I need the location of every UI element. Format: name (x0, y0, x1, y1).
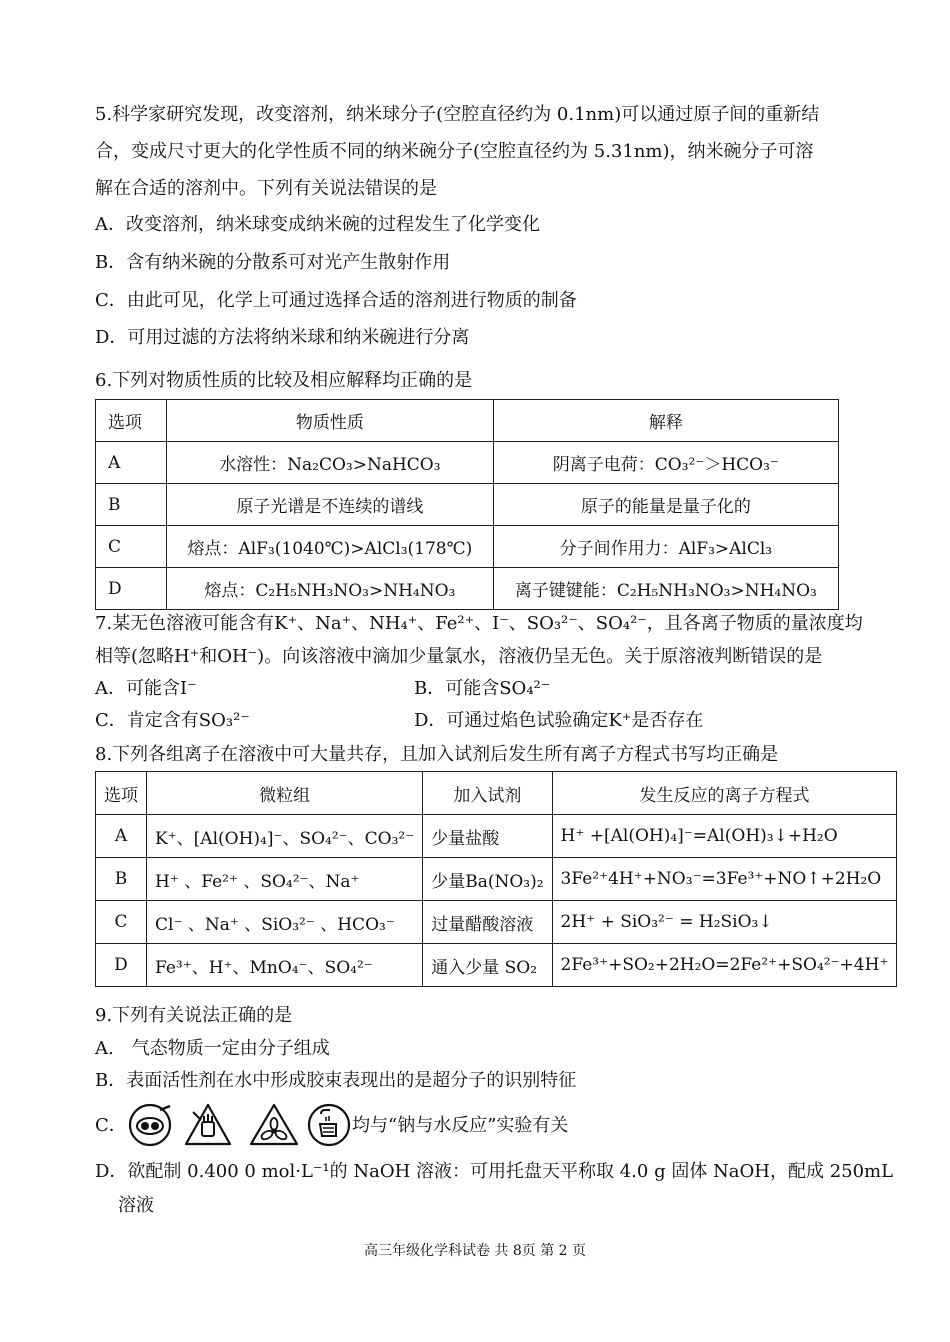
table-header-row (96, 400, 839, 442)
option-cell: B (96, 484, 167, 526)
header-cell: 选项 (96, 772, 147, 815)
q8-table (95, 771, 897, 987)
q5-stem-line-3: 解在合适的溶剂中。下列有关说法错误的是 (95, 178, 437, 199)
q9-option-c-label: C． (95, 1115, 127, 1136)
page-footer: 高三年级化学科试卷 共 8页 第 2 页 (363, 1243, 587, 1259)
q5-option-b: B．含有纳米碗的分散系可对光产生散射作用 (95, 252, 451, 273)
table-row (96, 568, 839, 610)
option-cell: D (96, 568, 167, 610)
option-cell: C (96, 901, 147, 944)
explanation-cell: 分子间作用力：AlF₃>AlCl₃ (493, 526, 838, 568)
table-row (96, 442, 839, 484)
header-cell: 微粒组 (147, 772, 423, 815)
option-cell: A (96, 815, 147, 858)
q6-stem: 6.下列对物质性质的比较及相应解释均正确的是 (95, 370, 473, 391)
particles-cell: Fe³⁺、H⁺、MnO₄⁻、SO₄²⁻ (147, 944, 423, 987)
property-cell: 原子光谱是不连续的谱线 (167, 484, 494, 526)
q5-option-d: D．可用过滤的方法将纳米球和纳米碗进行分离 (95, 327, 470, 348)
q9-option-d-line-1: D．欲配制 0.400 0 mol·L⁻¹的 NaOH 溶液：可用托盘天平称取 4.0 g 固体 NaOH，配成 250mL (95, 1161, 894, 1182)
equation-cell: 3Fe²⁺4H⁺+NO₃⁻=3Fe³⁺+NO↑+2H₂O (552, 858, 897, 901)
q7-option-d: D．可通过焰色试验确定K⁺是否存在 (414, 710, 704, 731)
equation-cell: 2H⁺ + SiO₃²⁻ = H₂SiO₃↓ (552, 901, 897, 944)
table-header-row (96, 772, 897, 815)
q9-option-c-text: 均与“钠与水反应”实验有关 (352, 1115, 569, 1136)
q7-stem-line-1: 7.某无色溶液可能含有K⁺、Na⁺、NH₄⁺、Fe²⁺、I⁻、SO₃²⁻、SO₄²⁻，且各离子物质的量浓度均 (95, 613, 863, 634)
equation-cell: 2Fe³⁺+SO₂+2H₂O=2Fe²⁺+SO₄²⁻+4H⁺ (552, 944, 897, 987)
table-row (96, 815, 897, 858)
reagent-cell: 过量醋酸溶液 (423, 901, 552, 944)
goggles-icon (126, 1102, 174, 1148)
ventilation-icon (248, 1102, 300, 1148)
property-cell: 水溶性：Na₂CO₃>NaHCO₃ (167, 442, 494, 484)
q5-stem-line-2: 合，变成尺寸更大的化学性质不同的纳米碗分子(空腔直径约为 5.31nm)，纳米碗分子可溶 (95, 141, 814, 162)
q7-option-a: A．可能含I⁻ (95, 678, 197, 699)
reagent-cell: 少量Ba(NO₃)₂ (423, 858, 552, 901)
reagent-cell: 少量盐酸 (423, 815, 552, 858)
particles-cell: K⁺、[Al(OH)₄]⁻、SO₄²⁻、CO₃²⁻ (147, 815, 423, 858)
q9-option-d-line-2: 溶液 (118, 1195, 154, 1216)
header-cell: 物质性质 (167, 400, 494, 442)
reagent-cell: 通入少量 SO₂ (423, 944, 552, 987)
property-cell: 熔点：AlF₃(1040℃)>AlCl₃(178℃) (167, 526, 494, 568)
q8-stem: 8.下列各组离子在溶液中可大量共存，且加入试剂后发生所有离子方程式书写均正确是 (95, 744, 779, 765)
table-row (96, 858, 897, 901)
particles-cell: Cl⁻ 、Na⁺ 、SiO₃²⁻ 、HCO₃⁻ (147, 901, 423, 944)
q5-option-c: C．由此可见，化学上可通过选择合适的溶剂进行物质的制备 (95, 290, 577, 311)
explanation-cell: 原子的能量是量子化的 (493, 484, 838, 526)
q9-stem: 9.下列有关说法正确的是 (95, 1005, 293, 1026)
explanation-cell: 阴离子电荷：CO₃²⁻＞HCO₃⁻ (493, 442, 838, 484)
explanation-cell: 离子键键能：C₂H₅NH₃NO₃>NH₄NO₃ (493, 568, 838, 610)
option-cell: B (96, 858, 147, 901)
q9-option-b: B．表面活性剂在水中形成胶束表现出的是超分子的识别特征 (95, 1070, 577, 1091)
equation-cell: H⁺ +[Al(OH)₄]⁻=Al(OH)₃↓+H₂O (552, 815, 897, 858)
q6-table (95, 399, 839, 610)
wash-hands-icon (306, 1102, 352, 1148)
header-cell: 发生反应的离子方程式 (552, 772, 897, 815)
q7-stem-line-2: 相等(忽略H⁺和OH⁻)。向该溶液中滴加少量氯水，溶液仍呈无色。关于原溶液判断错误的是 (95, 646, 823, 667)
table-row (96, 484, 839, 526)
header-cell: 加入试剂 (423, 772, 552, 815)
particles-cell: H⁺ 、Fe²⁺ 、SO₄²⁻、Na⁺ (147, 858, 423, 901)
option-cell: A (96, 442, 167, 484)
q5-option-a: A．改变溶剂，纳米球变成纳米碗的过程发生了化学变化 (95, 214, 540, 235)
q5-stem-line-1: 5.科学家研究发现，改变溶剂，纳米球分子(空腔直径约为 0.1nm)可以通过原子间的重新结 (95, 104, 820, 125)
table-row (96, 901, 897, 944)
q9-option-a: A. 气态物质一定由分子组成 (95, 1038, 330, 1059)
caution-hand-icon (183, 1102, 233, 1148)
property-cell: 熔点：C₂H₅NH₃NO₃>NH₄NO₃ (167, 568, 494, 610)
header-cell: 选项 (96, 400, 167, 442)
q7-option-b: B．可能含SO₄²⁻ (414, 678, 551, 699)
option-cell: D (96, 944, 147, 987)
header-cell: 解释 (493, 400, 838, 442)
q7-option-c: C．肯定含有SO₃²⁻ (95, 710, 250, 731)
table-row (96, 526, 839, 568)
option-cell: C (96, 526, 167, 568)
table-row (96, 944, 897, 987)
